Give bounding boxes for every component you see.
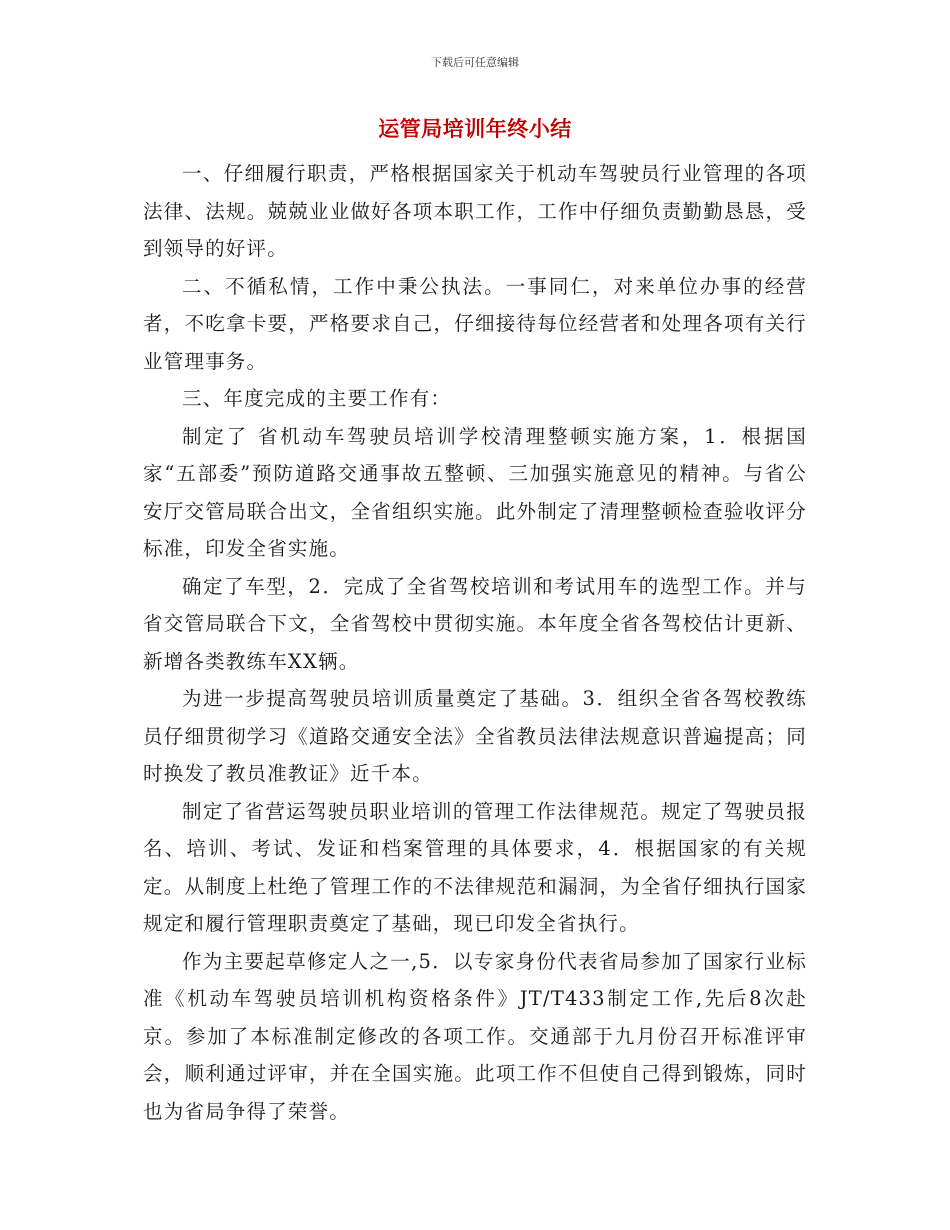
paragraph-6: 为进一步提高驾驶员培训质量奠定了基础。3．组织全省各驾校教练员仔细贯彻学习《道路交通安全法》全省教员法律法规意识普遍提高；同时换发了教员准教证》近千本。 — [143, 687, 807, 785]
paragraph-5: 确定了车型，2．完成了全省驾校培训和考试用车的选型工作。并与省交管局联合下文，全省驾校中贯彻实施。本年度全省各驾校估计更新、新增各类教练车XX辆。 — [143, 574, 807, 673]
paragraph-1: 一、仔细履行职责，严格根据国家关于机动车驾驶员行业管理的各项法律、法规。兢兢业业做好各项本职工作，工作中仔细负责勤勤恳恳，受到领导的好评。 — [143, 162, 807, 260]
header-note: 下载后可任意编辑 — [431, 56, 519, 69]
paragraph-2: 二、不循私情，工作中秉公执法。一事同仁，对来单位办事的经营者，不吃拿卡要，严格要求自己，仔细接待每位经营者和处理各项有关行业管理事务。 — [143, 274, 807, 373]
paragraph-7: 制定了省营运驾驶员职业培训的管理工作法律规范。规定了驾驶员报名、培训、考试、发证和档案管理的具体要求，4．根据国家的有关规定。从制度上杜绝了管理工作的不法律规范和漏洞，为全省仔细执行国家规定和履行管理职责奠定了基础，现已印发全省执行。 — [143, 799, 807, 935]
paragraph-4: 制定了 省机动车驾驶员培训学校清理整顿实施方案，1．根据国家“五部委”预防道路交通事故五整顿、三加强实施意见的精神。与省公安厅交管局联合出文，全省组织实施。此外制定了清理整顿检查验收评分标准，印发全省实施。 — [143, 424, 807, 560]
paragraph-8: 作为主要起草修定人之一,5．以专家身份代表省局参加了国家行业标准《机动车驾驶员培训机构资格条件》JT/T433制定工作,先后8次赴京。参加了本标准制定修改的各项工作。交通部于九月份召开标准评审会，顺利通过评审，并在全国实施。此项工作不但使自己得到锻炼，同时也为省局争得了荣誉。 — [143, 949, 807, 1123]
document-body — [143, 155, 807, 1130]
paragraph-3: 三、年度完成的主要工作有： — [182, 387, 452, 410]
document-title: 运管局培训年终小结 — [378, 116, 572, 141]
